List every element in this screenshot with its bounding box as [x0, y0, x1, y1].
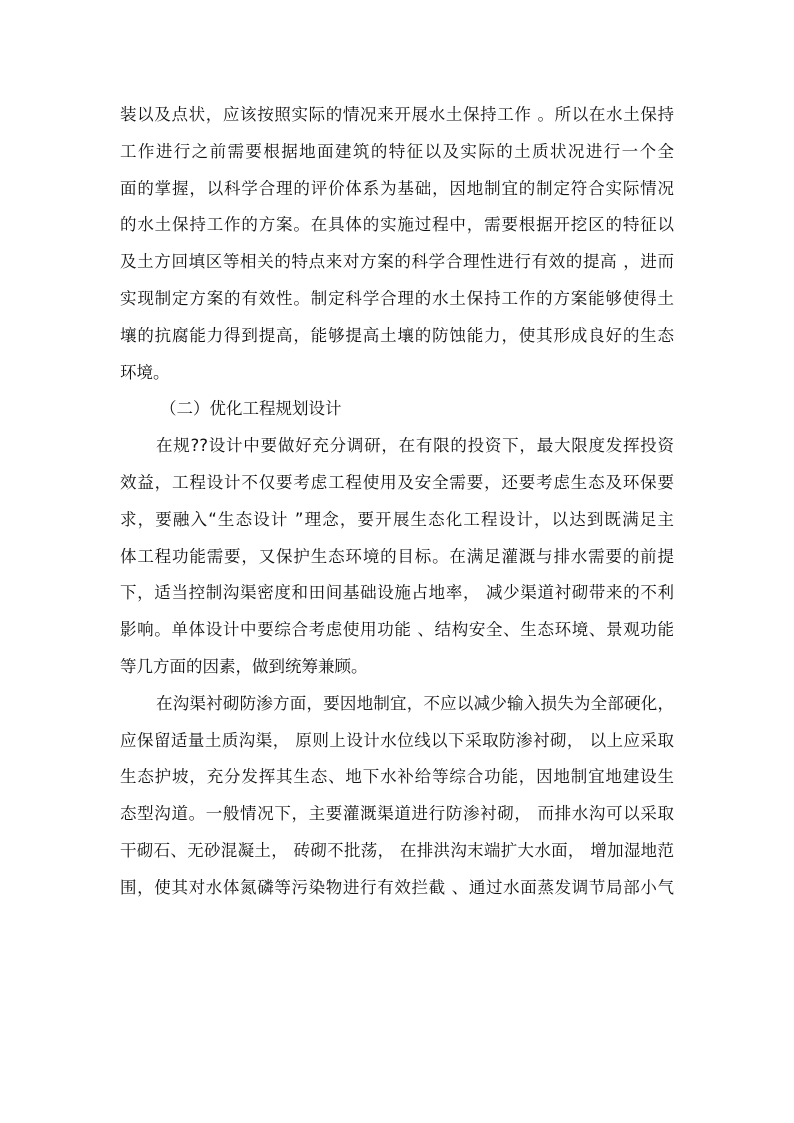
text-line: 面的掌握，以科学合理的评价体系为基础，因地制宜的制定符合实际情况 [120, 178, 674, 198]
text-line: 及土方回填区等相关的特点来对方案的科学合理性进行有效的提高 ，进而 [120, 252, 674, 272]
text-line: 等几方面的因素，做到统筹兼顾。 [120, 656, 368, 676]
text-line: 在规??设计中要做好充分调研，在有限的投资下，最大限度发挥投资 [156, 436, 674, 456]
text-line: 求，要融入“生态设计 ”理念，要开展生态化工程设计，以达到既满足主 [120, 509, 674, 529]
text-line: 下，适当控制沟渠密度和田间基础设施占地率， 减少渠道衬砌带来的不利 [120, 583, 674, 603]
text-line: 生态护坡，充分发挥其生态、地下水补给等综合功能，因地制宜地建设生 [120, 767, 674, 787]
text-line: 壤的抗腐能力得到提高，能够提高土壤的防蚀能力，使其形成良好的生态 [120, 325, 674, 345]
text-line: 态型沟道。一般情况下，主要灌溉渠道进行防渗衬砌， 而排水沟可以采取 [120, 804, 674, 824]
text-line: 应保留适量土质沟渠， 原则上设计水位线以下采取防渗衬砌， 以上应采取 [120, 730, 674, 750]
text-line: 围，使其对水体氮磷等污染物进行有效拦截 、通过水面蒸发调节局部小气 [120, 877, 674, 897]
text-line: 在沟渠衬砌防渗方面，要因地制宜，不应以减少输入损失为全部硬化， [156, 693, 674, 713]
text-line: 体工程功能需要，又保护生态环境的目标。在满足灌溉与排水需要的前提 [120, 546, 674, 566]
text-line: 影响。单体设计中要综合考虑使用功能 、结构安全、生态环境、景观功能 [120, 620, 674, 640]
text-line: 装以及点状，应该按照实际的情况来开展水土保持工作 。所以在水土保持 [120, 105, 674, 124]
text-line: 的水土保持工作的方案。在具体的实施过程中，需要根据开挖区的特征以 [120, 215, 674, 235]
document-body [120, 97, 674, 907]
text-line: 效益，工程设计不仅要考虑工程使用及安全需要，还要考虑生态及环保要 [120, 472, 674, 492]
text-line: 干砌石、无砂混凝土， 砖砌不批荡， 在排洪沟末端扩大水面， 增加湿地范 [120, 840, 674, 860]
paragraph-2 [120, 428, 674, 686]
text-line: 实现制定方案的有效性。制定科学合理的水土保持工作的方案能够使得土 [120, 288, 674, 308]
section-heading: （二）优化工程规划设计 [160, 399, 342, 419]
text-line: 工作进行之前需要根据地面建筑的特征以及实际的土质状况进行一个全 [120, 141, 674, 161]
text-line: 环境。 [120, 362, 170, 382]
paragraph-1 [120, 97, 674, 391]
paragraph-3 [120, 686, 674, 907]
